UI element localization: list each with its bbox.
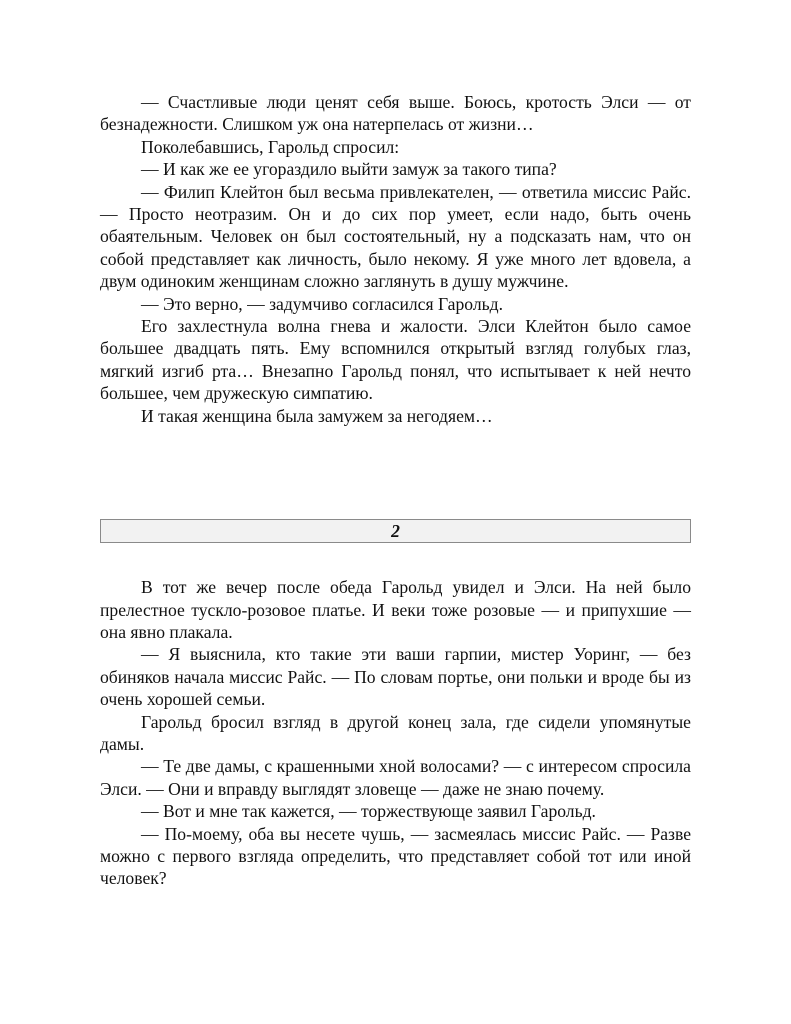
paragraph: — И как же ее угораздило выйти замуж за такого типа? (141, 159, 557, 180)
paragraph: Гарольд бросил взгляд в другой конец зала, где сидели упомянутые дамы. (100, 711, 691, 754)
section-spacer (100, 427, 691, 519)
paragraph: Поколебавшись, Гарольд спросил: (141, 136, 400, 157)
paragraph: — Филип Клейтон был весьма привлекателен, — ответила миссис Райс. — Просто неотразим. Он и до сих пор умеет, если надо, быть очень обаятельным. Человек он был состоятельный, ну а подсказать нам, что он собой представляет как личность, было некому. Я уже много лет вдовела, а двум одиноким женщинам сложно заглянуть в душу мужчине. (100, 181, 691, 292)
paragraph: В тот же вечер после обеда Гарольд увидел и Элси. На ней было прелестное тускло-розовое платье. И веки тоже розовые — и припухшие — она явно плакала. (100, 577, 691, 642)
paragraph: — Вот и мне так кажется, — торжествующе заявил Гарольд. (141, 801, 596, 822)
page-text (100, 91, 691, 890)
paragraph: Его захлестнула волна гнева и жалости. Элси Клейтон было самое большее двадцать пять. Ему вспомнился открытый взгляд голубых глаз, мягкий изгиб рта… Внезапно Гарольд понял, что испытывает к ней нечто большее, чем дружескую симпатию. (100, 316, 691, 404)
section-spacer (100, 543, 691, 576)
chapter-heading: 2 (100, 519, 691, 543)
paragraph: — Это верно, — задумчиво согласился Гарольд. (141, 293, 504, 314)
paragraph: — Те две дамы, с крашенными хной волосами? — с интересом спросила Элси. — Они и вправду выглядят зловеще — даже не знаю почему. (100, 756, 691, 799)
paragraph: — По-моему, оба вы несете чушь, — засмеялась миссис Райс. — Разве можно с первого взгляда определить, что представляет собой тот или иной человек? (100, 823, 691, 889)
paragraph: И такая женщина была замужем за негодяем… (141, 405, 493, 426)
paragraph: — Я выяснила, кто такие эти ваши гарпии, мистер Уоринг, — без обиняков начала миссис Райс. — По словам портье, они польки и вроде бы из очень хорошей семьи. (100, 644, 691, 710)
paragraph: — Счастливые люди ценят себя выше. Боюсь, кротость Элси — от безнадежности. Слишком уж она натерпелась от жизни… (100, 92, 691, 135)
